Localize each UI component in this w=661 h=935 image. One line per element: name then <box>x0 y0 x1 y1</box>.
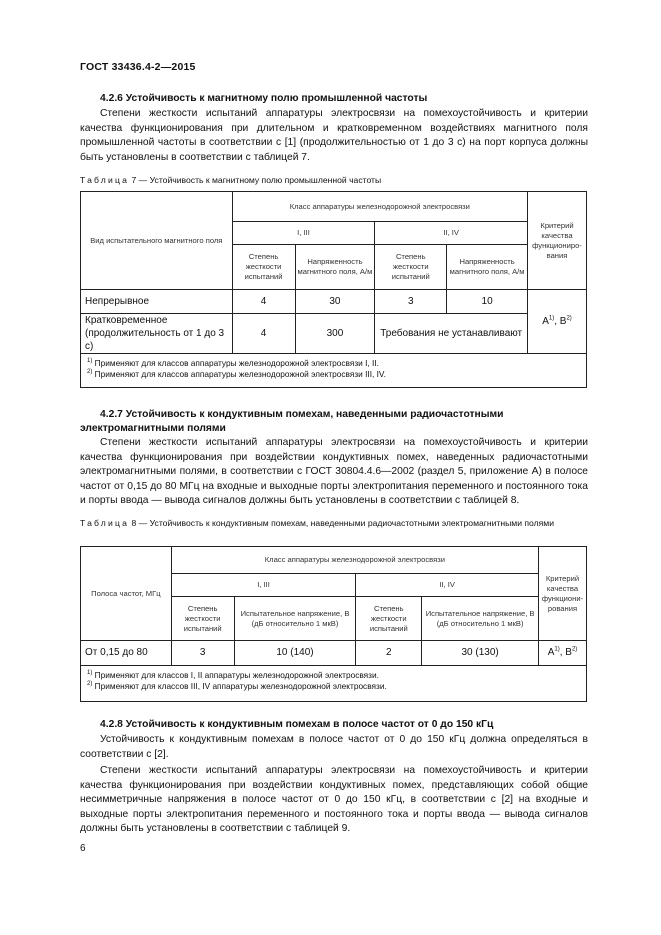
table-cell: 3 <box>171 641 234 666</box>
table-7-sub-strength-1: Напряженность магнитного поля, А/м <box>295 245 375 290</box>
table-8-header-criteria: Критерий качества функциони-рования <box>538 547 586 641</box>
table-cell: Непрерывное <box>81 290 233 314</box>
table-7-header-kind: Вид испытательного магнитного поля <box>81 192 233 290</box>
table-7-group-2: II, IV <box>375 222 528 245</box>
table-7-caption: Таблица 7 — Устойчивость к магнитному полю промышленной частоты <box>80 175 382 185</box>
table-8-sub-degree-2: Степень жесткости испытаний <box>356 597 422 641</box>
table-8-header-class: Класс аппаратуры железнодорожной электросвязи <box>171 547 538 574</box>
footnote: $^{2)}$ Применяют для классов аппаратуры железнодорожной электросвязи III, IV. <box>87 369 386 379</box>
table-7 <box>80 191 587 388</box>
footnote: $^{2)}$ Применяют для классов III, IV аппаратуры железнодорожной электросвязи. <box>87 681 387 691</box>
table-cell: 30 <box>295 290 375 314</box>
table-cell: 300 <box>295 314 375 354</box>
section-4-2-6-paragraph: Степени жесткости испытаний аппаратуры электросвязи на помехоустойчивость и критерии качества функционирования при длительном и кратковременном воздействиях магнитного поля промышленной частоты в соответствии с [1] (продолжительностью от 1 до 3 с) на порт корпуса должны быть установлены в соответствии с таблицей 7. <box>80 108 588 163</box>
table-row <box>81 641 587 666</box>
table-7-sub-strength-2: Напряженность магнитного поля, А/м <box>447 245 528 290</box>
table-7-criteria-value: $А^{1)}$, $В^{2)}$ <box>528 290 587 354</box>
table-cell: Кратковременное (продолжительность от 1 до 3 с) <box>81 314 233 354</box>
section-4-2-6-heading: 4.2.6 Устойчивость к магнитному полю промышленной частоты <box>100 93 428 104</box>
table-8-header-band: Полоса частот, МГц <box>81 547 172 641</box>
table-7-footnotes <box>81 354 587 388</box>
table-7-header-criteria: Критерий качества функциониро-вания <box>528 192 587 290</box>
table-7-sub-degree-1: Степень жесткости испытаний <box>232 245 295 290</box>
table-cell: 4 <box>232 314 295 354</box>
table-8-group-1: I, III <box>171 574 356 597</box>
table-cell: 2 <box>356 641 422 666</box>
table-cell: От 0,15 до 80 <box>81 641 172 666</box>
table-8-footnotes <box>81 666 587 702</box>
table-8-criteria-value: $А^{1)}$, $В^{2)}$ <box>538 641 586 666</box>
table-8 <box>80 546 587 702</box>
table-cell: 3 <box>375 290 447 314</box>
table-cell: 10 <box>447 290 528 314</box>
page-number: 6 <box>80 843 86 854</box>
table-cell: 4 <box>232 290 295 314</box>
section-4-2-8-heading: 4.2.8 Устойчивость к кондуктивным помехам в полосе частот от 0 до 150 кГц <box>100 719 494 730</box>
table-cell: 30 (130) <box>422 641 539 666</box>
table-7-header-class: Класс аппаратуры железнодорожной электросвязи <box>232 192 527 222</box>
table-7-group-1: I, III <box>232 222 375 245</box>
section-4-2-7-paragraph: Степени жесткости испытаний аппаратуры электросвязи на помехоустойчивость и критерии качества функционирования при воздействии кондуктивных помех, наведенных радиочастотными электромагнитными полями, в соответствии с ГОСТ 30804.4.6—2002 (раздел 5, приложение А) в полосе частот от 0,15 до 80 МГц на входные и выходные порты электропитания переменного и постоянного тока и порты ввода — вывода сигналов должны быть установлены в соответствии с таблицей 8. <box>80 437 588 507</box>
table-8-caption: Таблица 8 — Устойчивость к кондуктивным помехам, наведенными радиочастотными электромагнитными полями <box>80 518 555 528</box>
table-row <box>81 290 587 314</box>
table-row <box>81 314 587 354</box>
footnote: $^{1)}$ Применяют для классов I, II аппаратуры железнодорожной электросвязи. <box>87 670 379 680</box>
table-8-sub-voltage-1: Испытательное напряжение, В (дБ относительно 1 мкВ) <box>234 597 356 641</box>
section-4-2-8-paragraph-2: Степени жесткости испытаний аппаратуры электросвязи на помехоустойчивость и критерии качества функционирования при воздействии кондуктивных помех, представляющих собой общие несимметричные напряжения в полосе частот от 0 до 150 кГц, в соответствии с [2] на входные и выходные порты электропитания переменного и постоянного тока и порты ввода — вывода сигналов должны быть установлены в соответствии с таблицей 9. <box>80 765 588 835</box>
footnote: $^{1)}$ Применяют для классов аппаратуры железнодорожной электросвязи I, II. <box>87 358 379 368</box>
table-8-group-2: II, IV <box>356 574 539 597</box>
section-4-2-8-paragraph-1: Устойчивость к кондуктивным помехам в полосе частот от 0 до 150 кГц должна определяться в соответствии с [2]. <box>80 734 588 760</box>
standard-header: ГОСТ 33436.4-2—2015 <box>80 61 196 73</box>
table-cell: Требования не устанавливают <box>375 314 528 354</box>
table-7-sub-degree-2: Степень жесткости испытаний <box>375 245 447 290</box>
table-8-sub-voltage-2: Испытательное напряжение, В (дБ относительно 1 мкВ) <box>422 597 539 641</box>
section-4-2-7-heading: 4.2.7 Устойчивость к кондуктивным помехам, наведенными радиочастотными электромагнитными полями <box>80 409 504 434</box>
table-8-sub-degree-1: Степень жесткости испытаний <box>171 597 234 641</box>
table-cell: 10 (140) <box>234 641 356 666</box>
